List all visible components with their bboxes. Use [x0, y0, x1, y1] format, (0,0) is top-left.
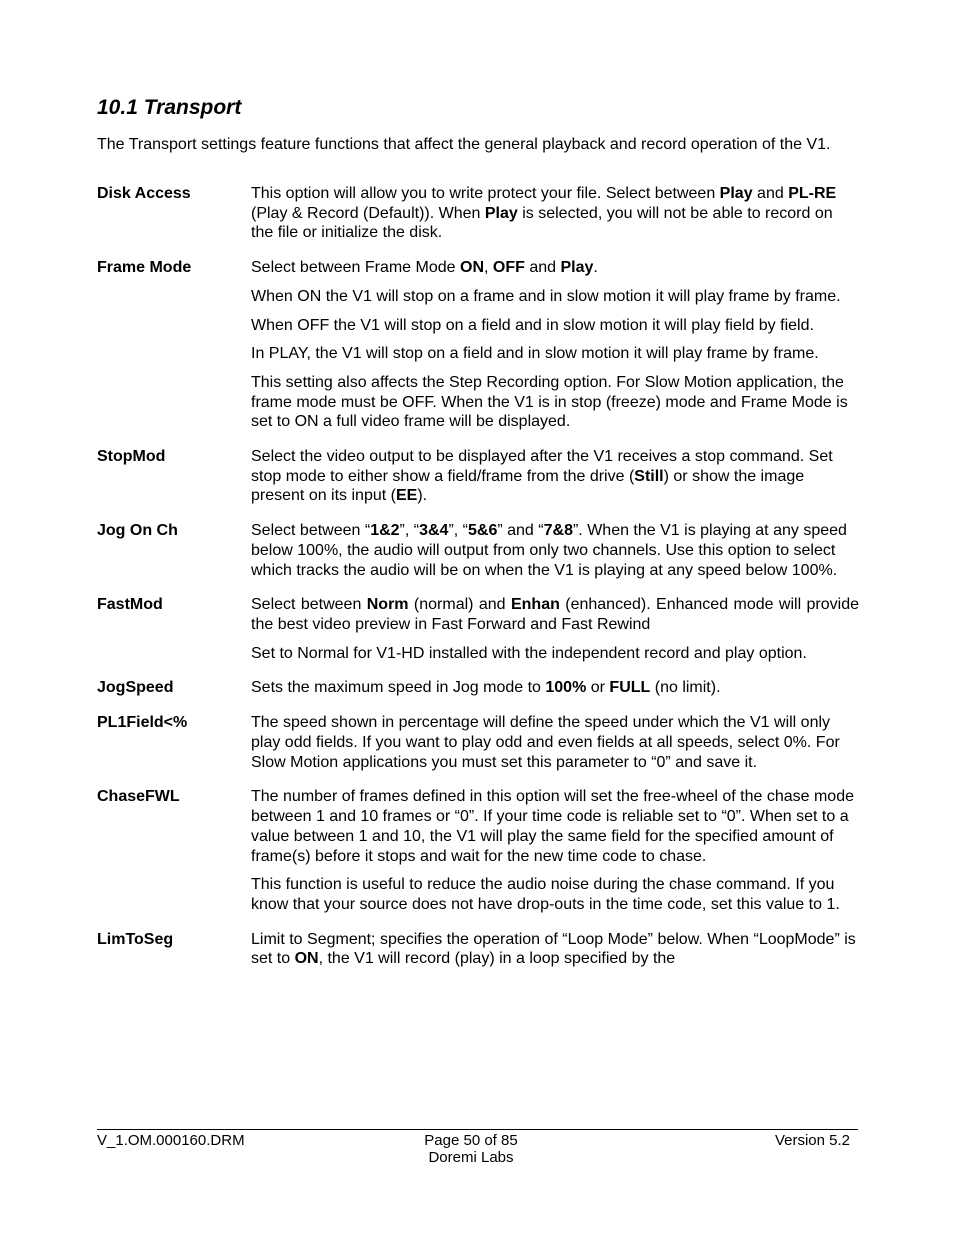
text-run: and	[752, 185, 789, 202]
section-heading: 10.1 Transport	[97, 96, 242, 119]
text-run: Select between Frame Mode	[251, 259, 460, 277]
text-run: ,	[484, 259, 493, 277]
desc-paragraph	[251, 184, 859, 243]
desc-stopmod	[251, 447, 859, 506]
entry-jogspeed	[97, 678, 859, 698]
text-run: Select between	[251, 596, 367, 614]
text-run: , the V1 will record (play) in a loop specified by the	[318, 950, 676, 968]
term-disk-access: Disk Access	[97, 185, 191, 202]
text-run: Limit to Segment; specifies the operation of “Loop Mode” below. When “LoopMode” is set to	[251, 930, 856, 968]
bold-run: Play	[560, 259, 594, 277]
section-intro: The Transport settings feature functions that affect the general playback and record operation of the V1.	[97, 136, 831, 153]
text-run: Sets the maximum speed in Jog mode to	[251, 679, 546, 697]
entry-disk-access	[97, 184, 859, 243]
bold-run: ON	[460, 259, 484, 277]
bold-run: ON	[294, 950, 319, 968]
desc-chasefwl	[251, 787, 859, 914]
desc-paragraph: The speed shown in percentage will define the speed under which the V1 will only play odd fields. If you want to play odd and even fields at all speeds, select 0%. For Slow Motion applications you must set this parameter to “0” and save it.	[251, 714, 840, 771]
footer-divider	[97, 1129, 858, 1130]
text-run: ” and “	[497, 522, 544, 540]
entry-jog-on-ch	[97, 521, 859, 580]
desc-paragraph	[251, 595, 859, 634]
desc-paragraph: This function is useful to reduce the audio noise during the chase command. If you know that your source does not have drop-outs in the time code, set this value to 1.	[251, 876, 840, 913]
desc-paragraph: In PLAY, the V1 will stop on a field and in slow motion it will play frame by frame.	[251, 345, 819, 363]
footer-page-number: Page 50 of 85	[424, 1132, 518, 1149]
desc-paragraph: When OFF the V1 will stop on a field and in slow motion it will play field by field.	[251, 316, 814, 334]
text-run: ) or show the image present on its input (	[251, 467, 805, 505]
text-run: ”, “	[448, 522, 468, 540]
text-run: .	[593, 259, 598, 277]
text-run: (no limit).	[650, 679, 721, 697]
text-run: ”, “	[399, 522, 420, 540]
desc-paragraph	[251, 678, 859, 698]
term-jog-on-ch: Jog On Ch	[97, 522, 178, 540]
text-run: and	[524, 259, 561, 277]
term-frame-mode: Frame Mode	[97, 259, 192, 277]
footer-doc-id: V_1.OM.000160.DRM	[97, 1132, 245, 1149]
desc-paragraph: When ON the V1 will stop on a frame and in slow motion it will play frame by frame.	[251, 287, 841, 305]
bold-run: EE	[395, 487, 418, 505]
entry-pl1field	[97, 713, 859, 772]
text-run: This option will allow you to write protect your file. Select between	[251, 185, 720, 202]
desc-frame-mode	[251, 258, 859, 432]
text-run: is selected, you will not be able to record on the file or initialize the disk.	[251, 204, 833, 242]
text-run: (enhanced). Enhanced mode will provide the best video preview in Fast Forward and Fast Rewind	[251, 596, 859, 633]
term-limtoseg: LimToSeg	[97, 930, 174, 948]
text-run: (Play & Record (Default)). When	[251, 204, 485, 222]
bold-run: FULL	[609, 679, 651, 697]
desc-fastmod	[251, 595, 859, 663]
bold-run: Play	[484, 204, 518, 222]
bold-run: OFF	[492, 259, 525, 277]
desc-paragraph	[251, 258, 859, 278]
text-run: ”. When the V1 is playing at any speed below 100%, the audio will output from only two channels. Use this option to select which tracks the audio will be on when the V1 is playing at any speed below 100%.	[251, 522, 847, 579]
term-jogspeed: JogSpeed	[97, 679, 174, 697]
text-run: Select the video output to be displayed after the V1 receives a stop command. Set stop mode to either show a field/frame from the drive (	[251, 448, 833, 485]
footer-version: Version 5.2	[774, 1132, 850, 1149]
desc-paragraph	[251, 930, 859, 969]
entry-stopmod	[97, 447, 859, 506]
term-fastmod: FastMod	[97, 596, 163, 614]
bold-run: 100%	[545, 679, 587, 697]
desc-jog-on-ch	[251, 521, 859, 580]
bold-run: Still	[634, 467, 664, 485]
desc-pl1field	[251, 713, 859, 772]
bold-run: 1&2	[370, 522, 400, 540]
desc-disk-access	[251, 184, 859, 243]
desc-paragraph: This setting also affects the Step Recording option. For Slow Motion application, the frame mode must be OFF. When the V1 is in stop (freeze) mode and Frame Mode is set to ON a full video frame will be displayed.	[251, 373, 848, 431]
desc-paragraph	[251, 447, 859, 506]
term-pl1field: PL1Field<%	[97, 714, 188, 732]
bold-run: PL-RE	[788, 185, 837, 202]
text-run: Select between “	[251, 522, 371, 540]
desc-paragraph	[251, 521, 859, 580]
text-run: ).	[417, 487, 428, 505]
desc-paragraph: Set to Normal for V1-HD installed with the independent record and play option.	[251, 644, 807, 662]
bold-run: Norm	[366, 596, 409, 614]
desc-paragraph: The number of frames defined in this option will set the free-wheel of the chase mode between 1 and 10 frames or “0”. If your time code is reliable set to “0”. When set to a value between 1 and 10, the V1 will play the same field for the specified amount of frame(s) before it stops and wait for the new time code to chase.	[251, 788, 854, 865]
footer-company: Doremi Labs	[428, 1149, 514, 1166]
text-run: or	[586, 679, 610, 697]
bold-run: Enhan	[510, 596, 560, 614]
bold-run: 5&6	[468, 522, 498, 540]
desc-limtoseg	[251, 930, 859, 969]
entry-chasefwl	[97, 787, 859, 914]
desc-jogspeed	[251, 678, 859, 698]
entry-frame-mode	[97, 258, 859, 432]
entry-fastmod	[97, 595, 859, 663]
term-chasefwl: ChaseFWL	[97, 788, 180, 806]
bold-run: 7&8	[543, 522, 573, 540]
text-run: (normal) and	[408, 596, 511, 614]
bold-run: 3&4	[419, 522, 449, 540]
settings-list	[97, 184, 859, 984]
entry-limtoseg	[97, 930, 859, 969]
term-stopmod: StopMod	[97, 448, 166, 466]
bold-run: Play	[719, 185, 753, 202]
